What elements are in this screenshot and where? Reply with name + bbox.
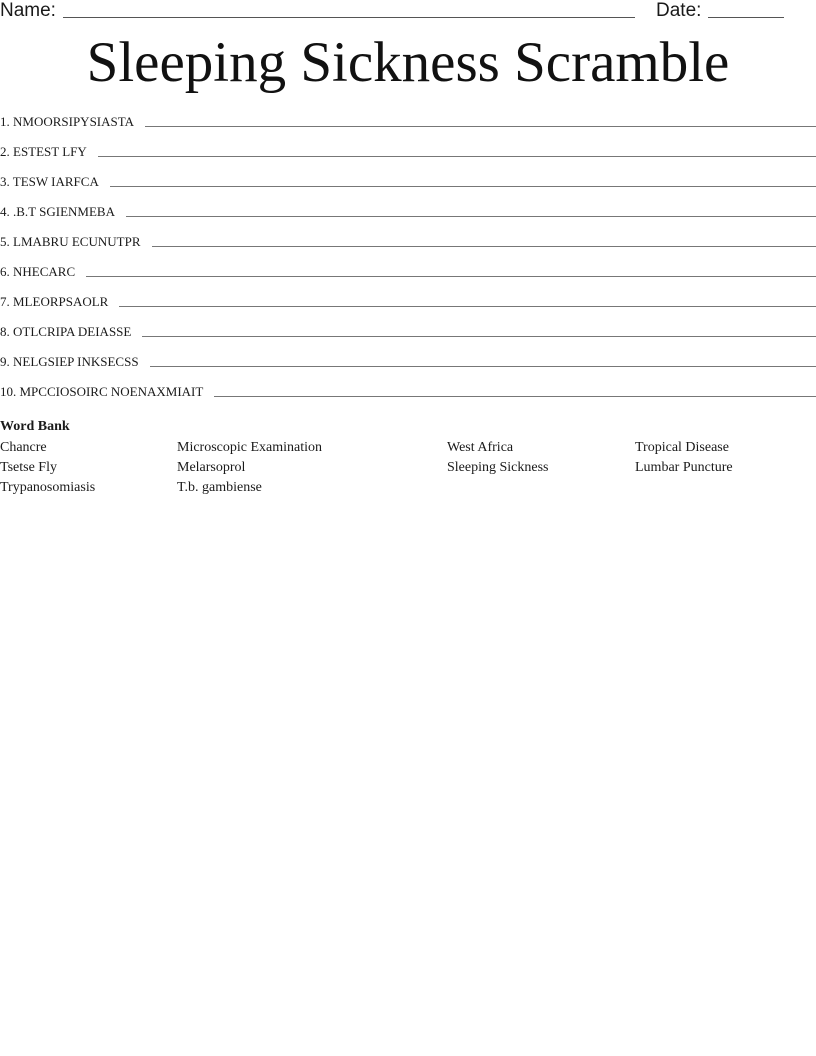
question-text: 1. NMOORSIPYSIASTA <box>0 114 135 129</box>
answer-line[interactable] <box>86 276 816 277</box>
answer-line[interactable] <box>142 336 816 337</box>
word-bank-item: West Africa <box>447 440 514 455</box>
question-row <box>0 200 816 220</box>
answer-line[interactable] <box>126 216 816 217</box>
date-field[interactable] <box>708 17 784 18</box>
name-label: Name: <box>0 0 56 21</box>
question-text: 8. OTLCRIPA DEIASSE <box>0 324 132 339</box>
word-bank-title: Word Bank <box>0 419 70 434</box>
answer-line[interactable] <box>119 306 816 307</box>
question-text: 2. ESTEST LFY <box>0 144 87 159</box>
answer-line[interactable] <box>98 156 816 157</box>
question-row <box>0 110 816 130</box>
question-row <box>0 170 816 190</box>
word-bank-item: Trypanosomiasis <box>0 480 96 495</box>
question-text: 5. LMABRU ECUNUTPR <box>0 234 141 249</box>
answer-line[interactable] <box>110 186 816 187</box>
answer-line[interactable] <box>150 366 816 367</box>
question-row <box>0 320 816 340</box>
page-title: Sleeping Sickness Scramble <box>86 31 730 94</box>
question-text: 9. NELGSIEP INKSECSS <box>0 354 139 369</box>
question-row <box>0 380 816 400</box>
word-bank-item: Chancre <box>0 440 47 455</box>
date-label: Date: <box>656 0 702 21</box>
question-text: 4. .B.T SGIENMEBA <box>0 204 115 219</box>
word-bank-item: Lumbar Puncture <box>635 460 733 475</box>
question-text: 7. MLEORPSAOLR <box>0 294 109 309</box>
word-bank-item: Melarsoprol <box>177 460 246 475</box>
word-bank-item: Tsetse Fly <box>0 460 57 475</box>
question-row <box>0 290 816 310</box>
answer-line[interactable] <box>152 246 816 247</box>
question-row <box>0 260 816 280</box>
question-text: 3. TESW IARFCA <box>0 174 99 189</box>
word-bank-item: Tropical Disease <box>635 440 729 455</box>
word-bank-item: Microscopic Examination <box>177 440 323 455</box>
question-text: 10. MPCCIOSOIRC NOENAXMIAIT <box>0 384 204 399</box>
question-row <box>0 350 816 370</box>
answer-line[interactable] <box>145 126 816 127</box>
answer-line[interactable] <box>214 396 816 397</box>
word-bank-item: T.b. gambiense <box>177 480 262 495</box>
word-bank-item: Sleeping Sickness <box>447 460 549 475</box>
question-row <box>0 230 816 250</box>
name-field[interactable] <box>63 17 635 18</box>
question-text: 6. NHECARC <box>0 264 76 279</box>
question-row <box>0 140 816 160</box>
worksheet-header <box>0 0 816 24</box>
